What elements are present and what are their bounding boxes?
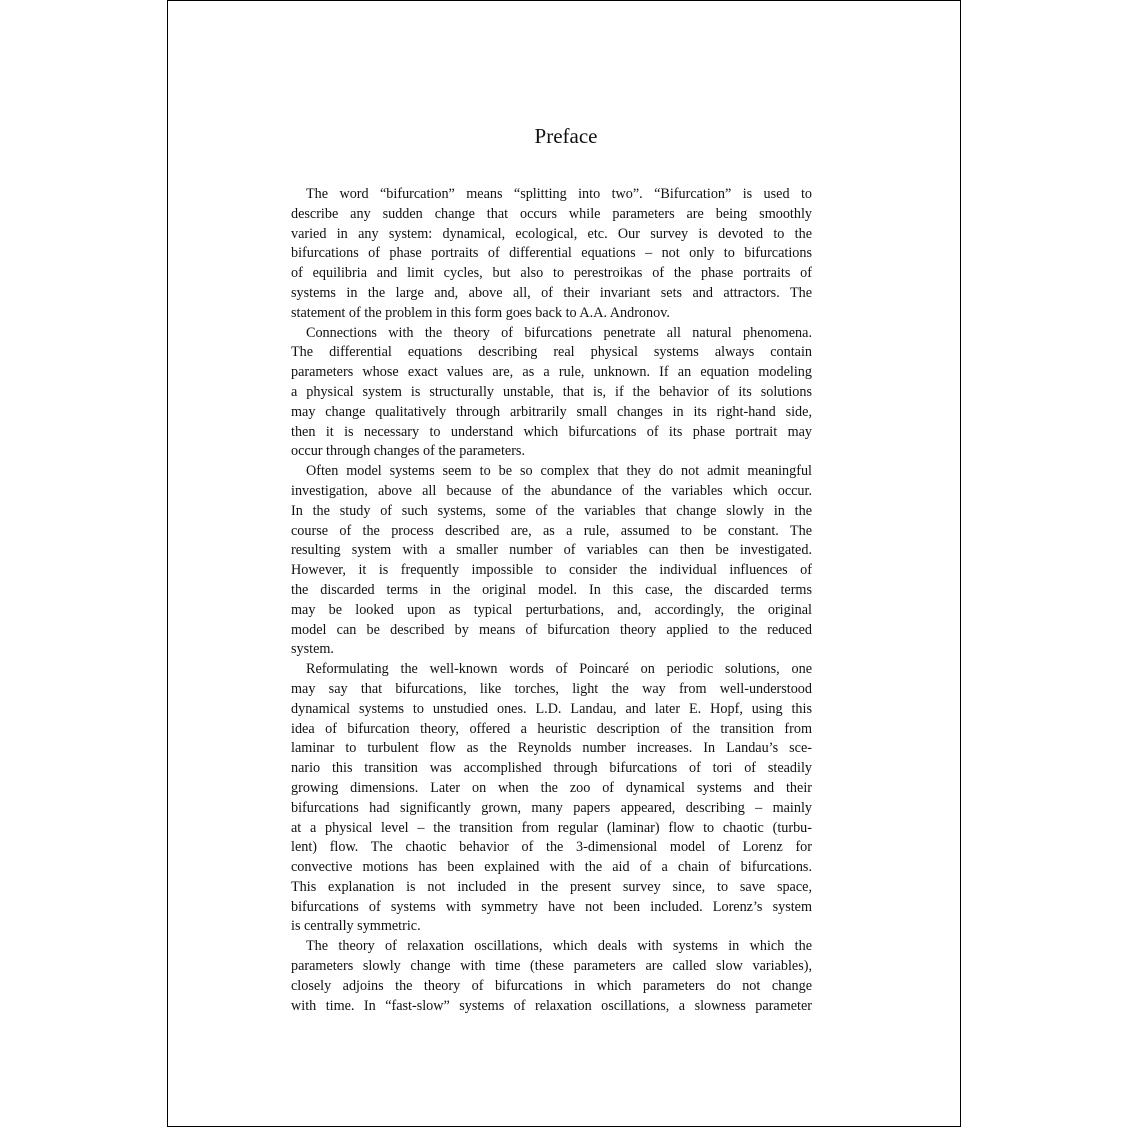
text-line: systems in the large and, above all, of their invariant sets and attractors. The bbox=[291, 284, 812, 301]
text-line: describe any sudden change that occurs while parameters are being smoothly bbox=[291, 205, 812, 222]
text-line: course of the process described are, as a rule, assumed to be constant. The bbox=[291, 522, 812, 539]
text-line: parameters whose exact values are, as a rule, unknown. If an equation modeling bbox=[291, 364, 812, 381]
text-line: laminar to turbulent flow as the Reynolds number increases. In Landau’s sce- bbox=[291, 740, 812, 757]
text-line: occur through changes of the parameters. bbox=[291, 443, 525, 460]
text-line: statement of the problem in this form goes back to A.A. Andronov. bbox=[291, 304, 670, 321]
body-text bbox=[291, 185, 812, 1016]
text-line: bifurcations of phase portraits of differential equations – not only to bifurcations bbox=[291, 245, 812, 262]
text-line: with time. In “fast-slow” systems of relaxation oscillations, a slowness parameter bbox=[291, 997, 812, 1014]
text-line: parameters slowly change with time (these parameters are called slow variables), bbox=[291, 958, 812, 975]
text-line: varied in any system: dynamical, ecological, etc. Our survey is devoted to the bbox=[291, 225, 812, 242]
page-title: Preface bbox=[534, 124, 598, 148]
text-line: lent) flow. The chaotic behavior of the 3-dimensional model of Lorenz for bbox=[291, 839, 812, 856]
text-line: is centrally symmetric. bbox=[291, 918, 421, 935]
text-line: bifurcations of systems with symmetry have not been included. Lorenz’s system bbox=[291, 898, 812, 915]
text-line: of equilibria and limit cycles, but also to perestroikas of the phase portraits of bbox=[291, 265, 812, 282]
text-line: The theory of relaxation oscillations, which deals with systems in which the bbox=[306, 938, 812, 955]
text-line: at a physical level – the transition from regular (laminar) flow to chaotic (turbu- bbox=[291, 819, 812, 836]
text-line: bifurcations had significantly grown, many papers appeared, describing – mainly bbox=[291, 799, 812, 816]
text-line: However, it is frequently impossible to consider the individual influences of bbox=[291, 562, 812, 579]
text-line: This explanation is not included in the present survey since, to save space, bbox=[291, 878, 812, 895]
text-line: closely adjoins the theory of bifurcations in which parameters do not change bbox=[291, 977, 812, 994]
text-line: growing dimensions. Later on when the zoo of dynamical systems and their bbox=[291, 779, 812, 796]
text-line: idea of bifurcation theory, offered a heuristic description of the transition from bbox=[291, 720, 812, 737]
text-line: In the study of such systems, some of the variables that change slowly in the bbox=[291, 502, 812, 519]
text-line: convective motions has been explained with the aid of a chain of bifurcations. bbox=[291, 859, 812, 876]
text-line: model can be described by means of bifurcation theory applied to the reduced bbox=[291, 621, 812, 638]
text-line: Connections with the theory of bifurcations penetrate all natural phenomena. bbox=[306, 324, 812, 341]
text-line: the discarded terms in the original model. In this case, the discarded terms bbox=[291, 581, 812, 598]
text-line: may be looked upon as typical perturbations, and, accordingly, the original bbox=[291, 601, 812, 618]
page bbox=[167, 0, 961, 1127]
text-line: a physical system is structurally unstable, that is, if the behavior of its solutions bbox=[291, 383, 812, 400]
text-line: system. bbox=[291, 641, 334, 658]
text-line: resulting system with a smaller number of variables can then be investigated. bbox=[291, 542, 812, 559]
text-line: nario this transition was accomplished through bifurcations of tori of steadily bbox=[291, 760, 812, 777]
text-line: The differential equations describing real physical systems always contain bbox=[291, 344, 812, 361]
text-line: Reformulating the well-known words of Poincaré on periodic solutions, one bbox=[306, 661, 812, 678]
text-line: dynamical systems to unstudied ones. L.D. Landau, and later E. Hopf, using this bbox=[291, 700, 812, 717]
text-line: investigation, above all because of the abundance of the variables which occur. bbox=[291, 482, 812, 499]
text-line: may say that bifurcations, like torches, light the way from well-understood bbox=[291, 680, 812, 697]
text-line: may change qualitatively through arbitrarily small changes in its right-hand side, bbox=[291, 403, 812, 420]
text-line: The word “bifurcation” means “splitting into two”. “Bifurcation” is used to bbox=[306, 186, 812, 202]
text-line: Often model systems seem to be so complex that they do not admit meaningful bbox=[306, 463, 812, 480]
text-line: then it is necessary to understand which bifurcations of its phase portrait may bbox=[291, 423, 812, 440]
